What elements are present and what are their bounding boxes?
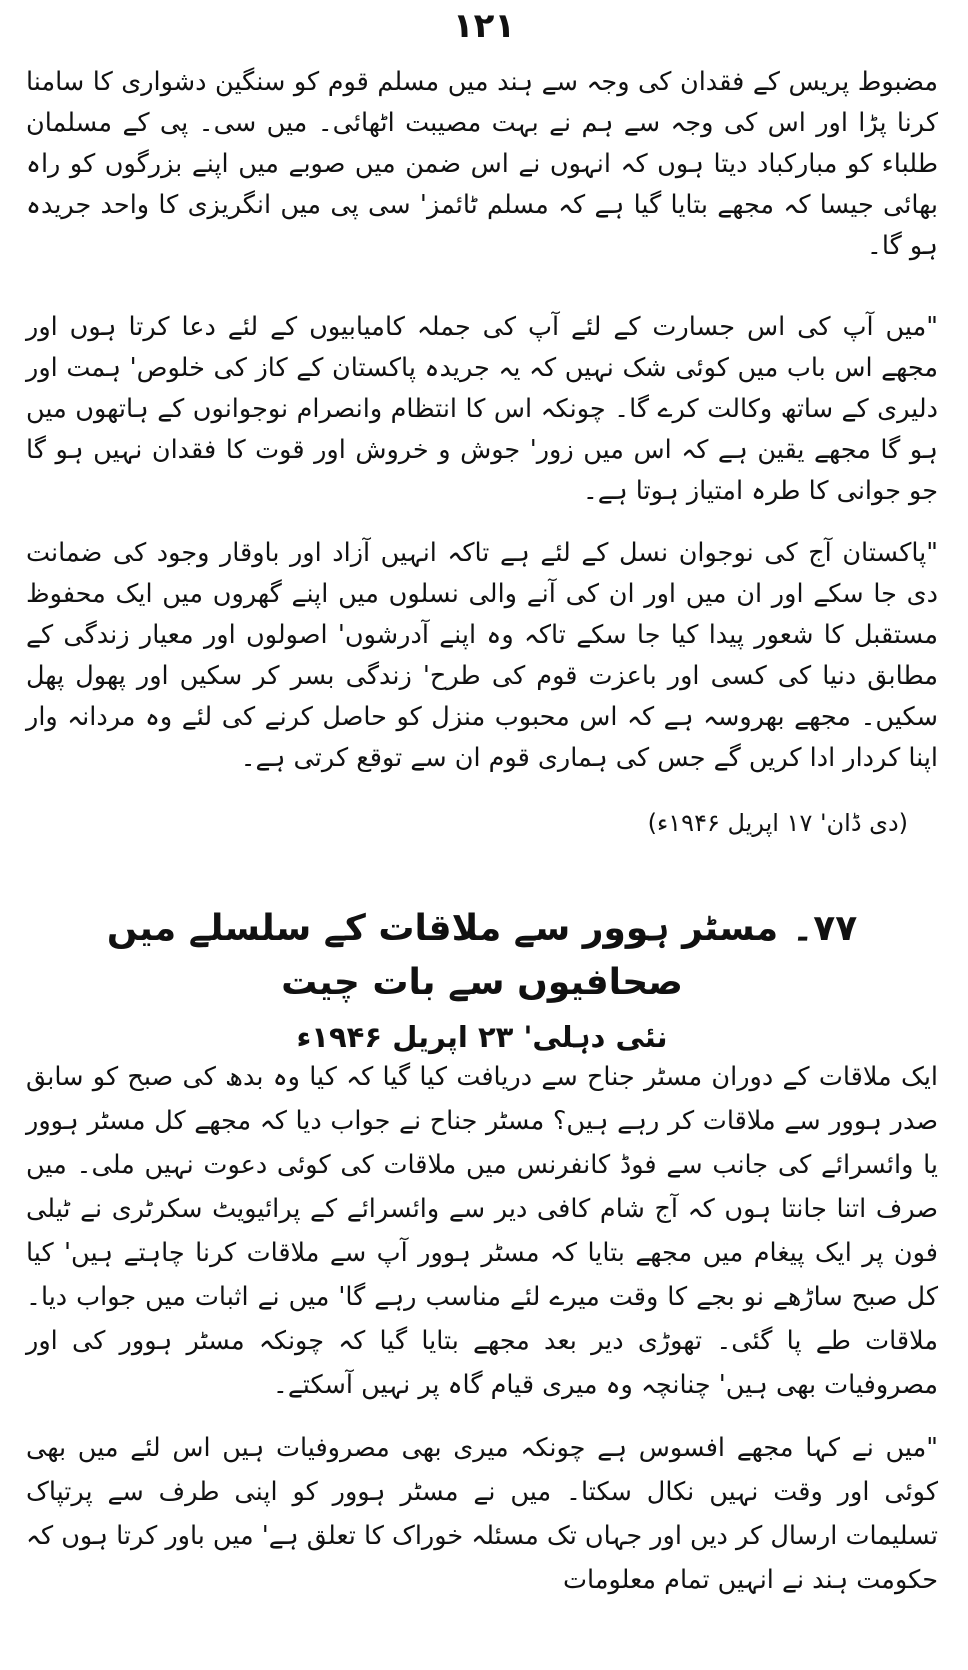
paragraph-2: "میں آپ کی اس جسارت کے لئے آپ کی جملہ کامیابیوں کے لئے دعا کرتا ہوں اور مجھے اس باب میں کوئی شک نہیں کہ یہ جریدہ پاکستان کے کاز کی خلوص' ہمت اور دلیری کے ساتھ وکالت کرے گا۔ چونکہ اس کا انتظام وانصرام نوجوانوں کے ہاتھوں میں ہو گا مجھے یقین ہے کہ اس میں زور' جوش و خروش اور قوت کا فقدان نہیں ہو گا جو جوانی کا طرہ امتیاز ہوتا ہے۔ <box>26 312 938 506</box>
page-number: ۱۲۱ <box>452 6 516 46</box>
section-header <box>26 902 938 1060</box>
section-number: ۷۷۔ <box>792 908 858 949</box>
section-title: مسٹر ہوور سے ملاقات کے سلسلے میں صحافیوں سے بات چیت <box>106 908 779 1003</box>
paragraph-4: ایک ملاقات کے دوران مسٹر جناح سے دریافت کیا گیا کہ کیا وہ بدھ کی صبح کو سابق صدر ہوور سے ملاقات کر رہے ہیں؟ مسٹر جناح نے جواب دیا کہ مجھے کل مسٹر ہوور یا وائسرائے کی جانب سے فوڈ کانفرنس میں ملاقات کی کوئی دعوت نہیں ملی۔ میں صرف اتنا جانتا ہوں کہ آج شام کافی دیر سے وائسرائے کے پرائیویٹ سکرٹری نے ٹیلی فون پر ایک پیغام میں مجھے بتایا کہ مسٹر ہوور آپ سے ملاقات کرنا چاہتے ہیں' کیا کل صبح ساڑھے نو بجے کا وقت میرے لئے مناسب رہے گا' میں نے اثبات میں جواب دیا۔ ملاقات طے پا گئی۔ تھوڑی دیر بعد مجھے بتایا گیا کہ چونکہ مسٹر ہوور کی اور مصروفیات بھی ہیں' چنانچہ وہ میری قیام گاہ پر نہیں آسکتے۔ <box>26 1062 938 1400</box>
section-dateline: نئی دہلی' ۲۳ اپریل ۱۹۴۶ء <box>296 1020 668 1054</box>
section-heading <box>26 902 938 1010</box>
paragraph-5: "میں نے کہا مجھے افسوس ہے چونکہ میری بھی مصروفیات ہیں اس لئے میں بھی کوئی اور وقت نہیں نکال سکتا۔ میں نے مسٹر ہوور کو اپنی طرف سے پرتپاک تسلیمات ارسال کر دیں اور جہاں تک مسئلہ خوراک کا تعلق ہے' میں باور کرتا ہوں کہ حکومت ہند نے انہیں تمام معلومات <box>26 1433 938 1595</box>
paragraph-3: "پاکستان آج کی نوجوان نسل کے لئے ہے تاکہ انہیں آزاد اور باوقار وجود کی ضمانت دی جا سکے اور ان میں اور ان کی آنے والی نسلوں میں اپنے گھروں میں ایک محفوظ مستقبل کا شعور پیدا کیا جا سکے تاکہ وہ اپنے آدرشوں' اصولوں اور معیار زندگی کے مطابق دنیا کی کسی اور باعزت قوم کی طرح' زندگی بسر کر سکیں اور پھول پھل سکیں۔ مجھے بھروسہ ہے کہ اس محبوب منزل کو حاصل کرنے کی لئے وہ مردانہ وار اپنا کردار ادا کریں گے جس کی ہماری قوم ان سے توقع کرتی ہے۔ <box>26 538 938 773</box>
source-citation: (دی ڈان' ۱۷ اپریل ۱۹۴۶ء) <box>647 809 908 837</box>
paragraph-1: مضبوط پریس کے فقدان کی وجہ سے ہند میں مسلم قوم کو سنگین دشواری کا سامنا کرنا پڑا اور اس کی وجہ سے ہم نے بہت مصیبت اٹھائی۔ میں سی۔ پی کے مسلمان طلباء کو مبارکباد دیتا ہوں کہ انہوں نے اس ضمن میں صوبے میں اپنے بزرگوں کو راہ بھائی جیسا کہ مجھے بتایا گیا ہے کہ مسلم ٹائمز' سی پی میں انگریزی کا واحد جریدہ ہو گا۔ <box>26 67 938 261</box>
